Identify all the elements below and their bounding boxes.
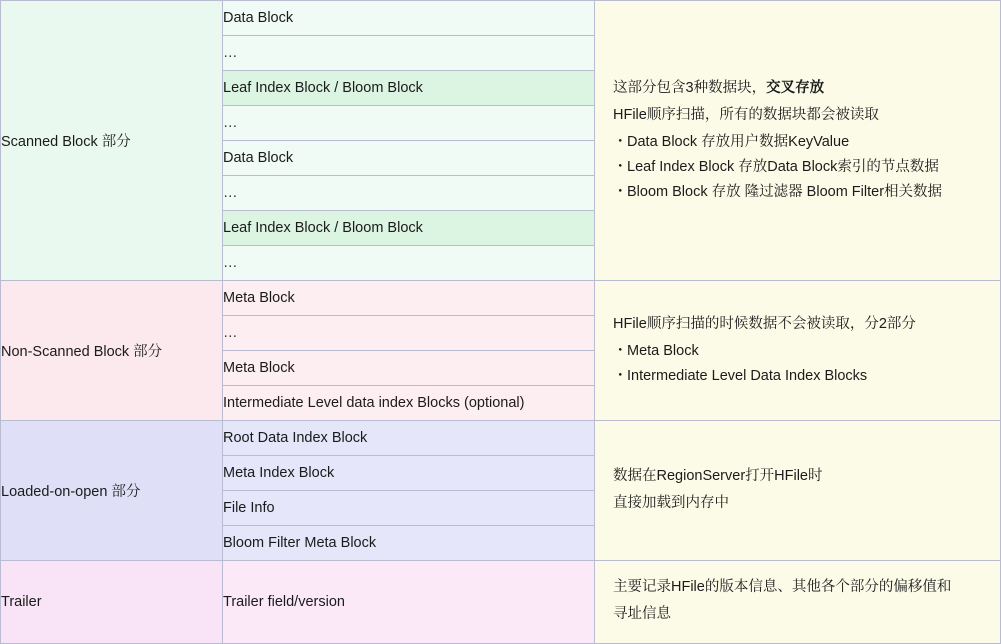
block-row-ellipsis bbox=[223, 316, 595, 351]
note-loaded-on-open bbox=[595, 421, 1001, 561]
note-text-bold: 交叉存放 bbox=[766, 80, 825, 97]
block-row-trailer-field bbox=[223, 561, 595, 644]
list-item bbox=[613, 155, 982, 180]
table-row bbox=[1, 421, 1001, 456]
block-row-meta bbox=[223, 351, 595, 386]
note-non-scanned bbox=[595, 281, 1001, 421]
block-label: … bbox=[223, 185, 239, 201]
block-label: … bbox=[223, 255, 239, 271]
list-item bbox=[613, 339, 982, 364]
note-line-1 bbox=[613, 76, 982, 101]
block-row-data bbox=[223, 1, 595, 36]
block-label: Data Block bbox=[223, 10, 294, 26]
bullet-icon: ・ bbox=[613, 367, 628, 384]
block-row-file-info bbox=[223, 491, 595, 526]
section-label-trailer bbox=[1, 561, 223, 644]
block-label: Leaf Index Block / Bloom Block bbox=[223, 80, 423, 96]
note-trailer bbox=[595, 561, 1001, 644]
section-label-non-scanned bbox=[1, 281, 223, 421]
block-row-bloom-filter-meta bbox=[223, 526, 595, 561]
block-label: Intermediate Level data index Blocks (optional) bbox=[223, 395, 525, 411]
section-label-text: Non-Scanned Block 部分 bbox=[1, 344, 163, 360]
table-row bbox=[1, 1, 1001, 36]
block-label: Meta Block bbox=[223, 360, 295, 376]
block-label: … bbox=[223, 325, 239, 341]
section-label-loaded-on-open bbox=[1, 421, 223, 561]
note-line-2: 直接加载到内存中 bbox=[613, 494, 729, 511]
bullet-icon: ・ bbox=[613, 343, 628, 360]
note-line-2: 寻址信息 bbox=[613, 605, 671, 622]
note-line-2: HFile顺序扫描，所有的数据块都会被读取 bbox=[613, 107, 879, 124]
list-item-label: Meta Block bbox=[627, 343, 699, 360]
block-label: Meta Index Block bbox=[223, 465, 335, 481]
block-row-ellipsis bbox=[223, 176, 595, 211]
list-item bbox=[613, 180, 982, 205]
list-item-label: Data Block 存放用户数据KeyValue bbox=[627, 134, 850, 151]
note-line-1: HFile顺序扫描的时候数据不会被读取，分2部分 bbox=[613, 316, 916, 333]
block-row-ellipsis bbox=[223, 246, 595, 281]
table-row bbox=[1, 561, 1001, 644]
list-item bbox=[613, 364, 982, 389]
block-row-ellipsis bbox=[223, 36, 595, 71]
block-label: … bbox=[223, 115, 239, 131]
block-row-root-data-index bbox=[223, 421, 595, 456]
bullet-icon: ・ bbox=[613, 134, 628, 151]
section-label-scanned bbox=[1, 1, 223, 281]
list-item-label: Intermediate Level Data Index Blocks bbox=[627, 367, 868, 384]
block-label: … bbox=[223, 45, 239, 61]
list-item bbox=[613, 130, 982, 155]
section-label-text: Loaded-on-open 部分 bbox=[1, 484, 141, 500]
section-label-text: Scanned Block 部分 bbox=[1, 134, 131, 150]
block-label: Meta Block bbox=[223, 290, 295, 306]
note-bullet-list bbox=[613, 339, 982, 389]
block-row-intermediate-index bbox=[223, 386, 595, 421]
block-row-ellipsis bbox=[223, 106, 595, 141]
block-label: Bloom Filter Meta Block bbox=[223, 535, 377, 551]
block-label: Leaf Index Block / Bloom Block bbox=[223, 220, 423, 236]
note-line-1: 数据在RegionServer打开HFile时 bbox=[613, 467, 823, 484]
bullet-icon: ・ bbox=[613, 158, 628, 175]
block-row-leaf-index bbox=[223, 71, 595, 106]
list-item-label: Leaf Index Block 存放Data Block索引的节点数据 bbox=[627, 158, 939, 175]
note-scanned bbox=[595, 1, 1001, 281]
section-label-text: Trailer bbox=[1, 593, 42, 610]
block-label: Trailer field/version bbox=[223, 593, 345, 610]
note-text: 这部分包含3种数据块， bbox=[613, 80, 767, 97]
block-row-meta bbox=[223, 281, 595, 316]
note-line-1: 主要记录HFile的版本信息、其他各个部分的偏移值和 bbox=[613, 579, 952, 595]
block-row-meta-index bbox=[223, 456, 595, 491]
block-label: Data Block bbox=[223, 150, 294, 166]
block-label: Root Data Index Block bbox=[223, 430, 368, 446]
block-row-leaf-index bbox=[223, 211, 595, 246]
block-row-data bbox=[223, 141, 595, 176]
note-bullet-list bbox=[613, 130, 982, 205]
table-row bbox=[1, 281, 1001, 316]
block-label: File Info bbox=[223, 500, 275, 516]
list-item-label: Bloom Block 存放 隆过滤器 Bloom Filter相关数据 bbox=[627, 183, 943, 200]
bullet-icon: ・ bbox=[613, 183, 628, 200]
